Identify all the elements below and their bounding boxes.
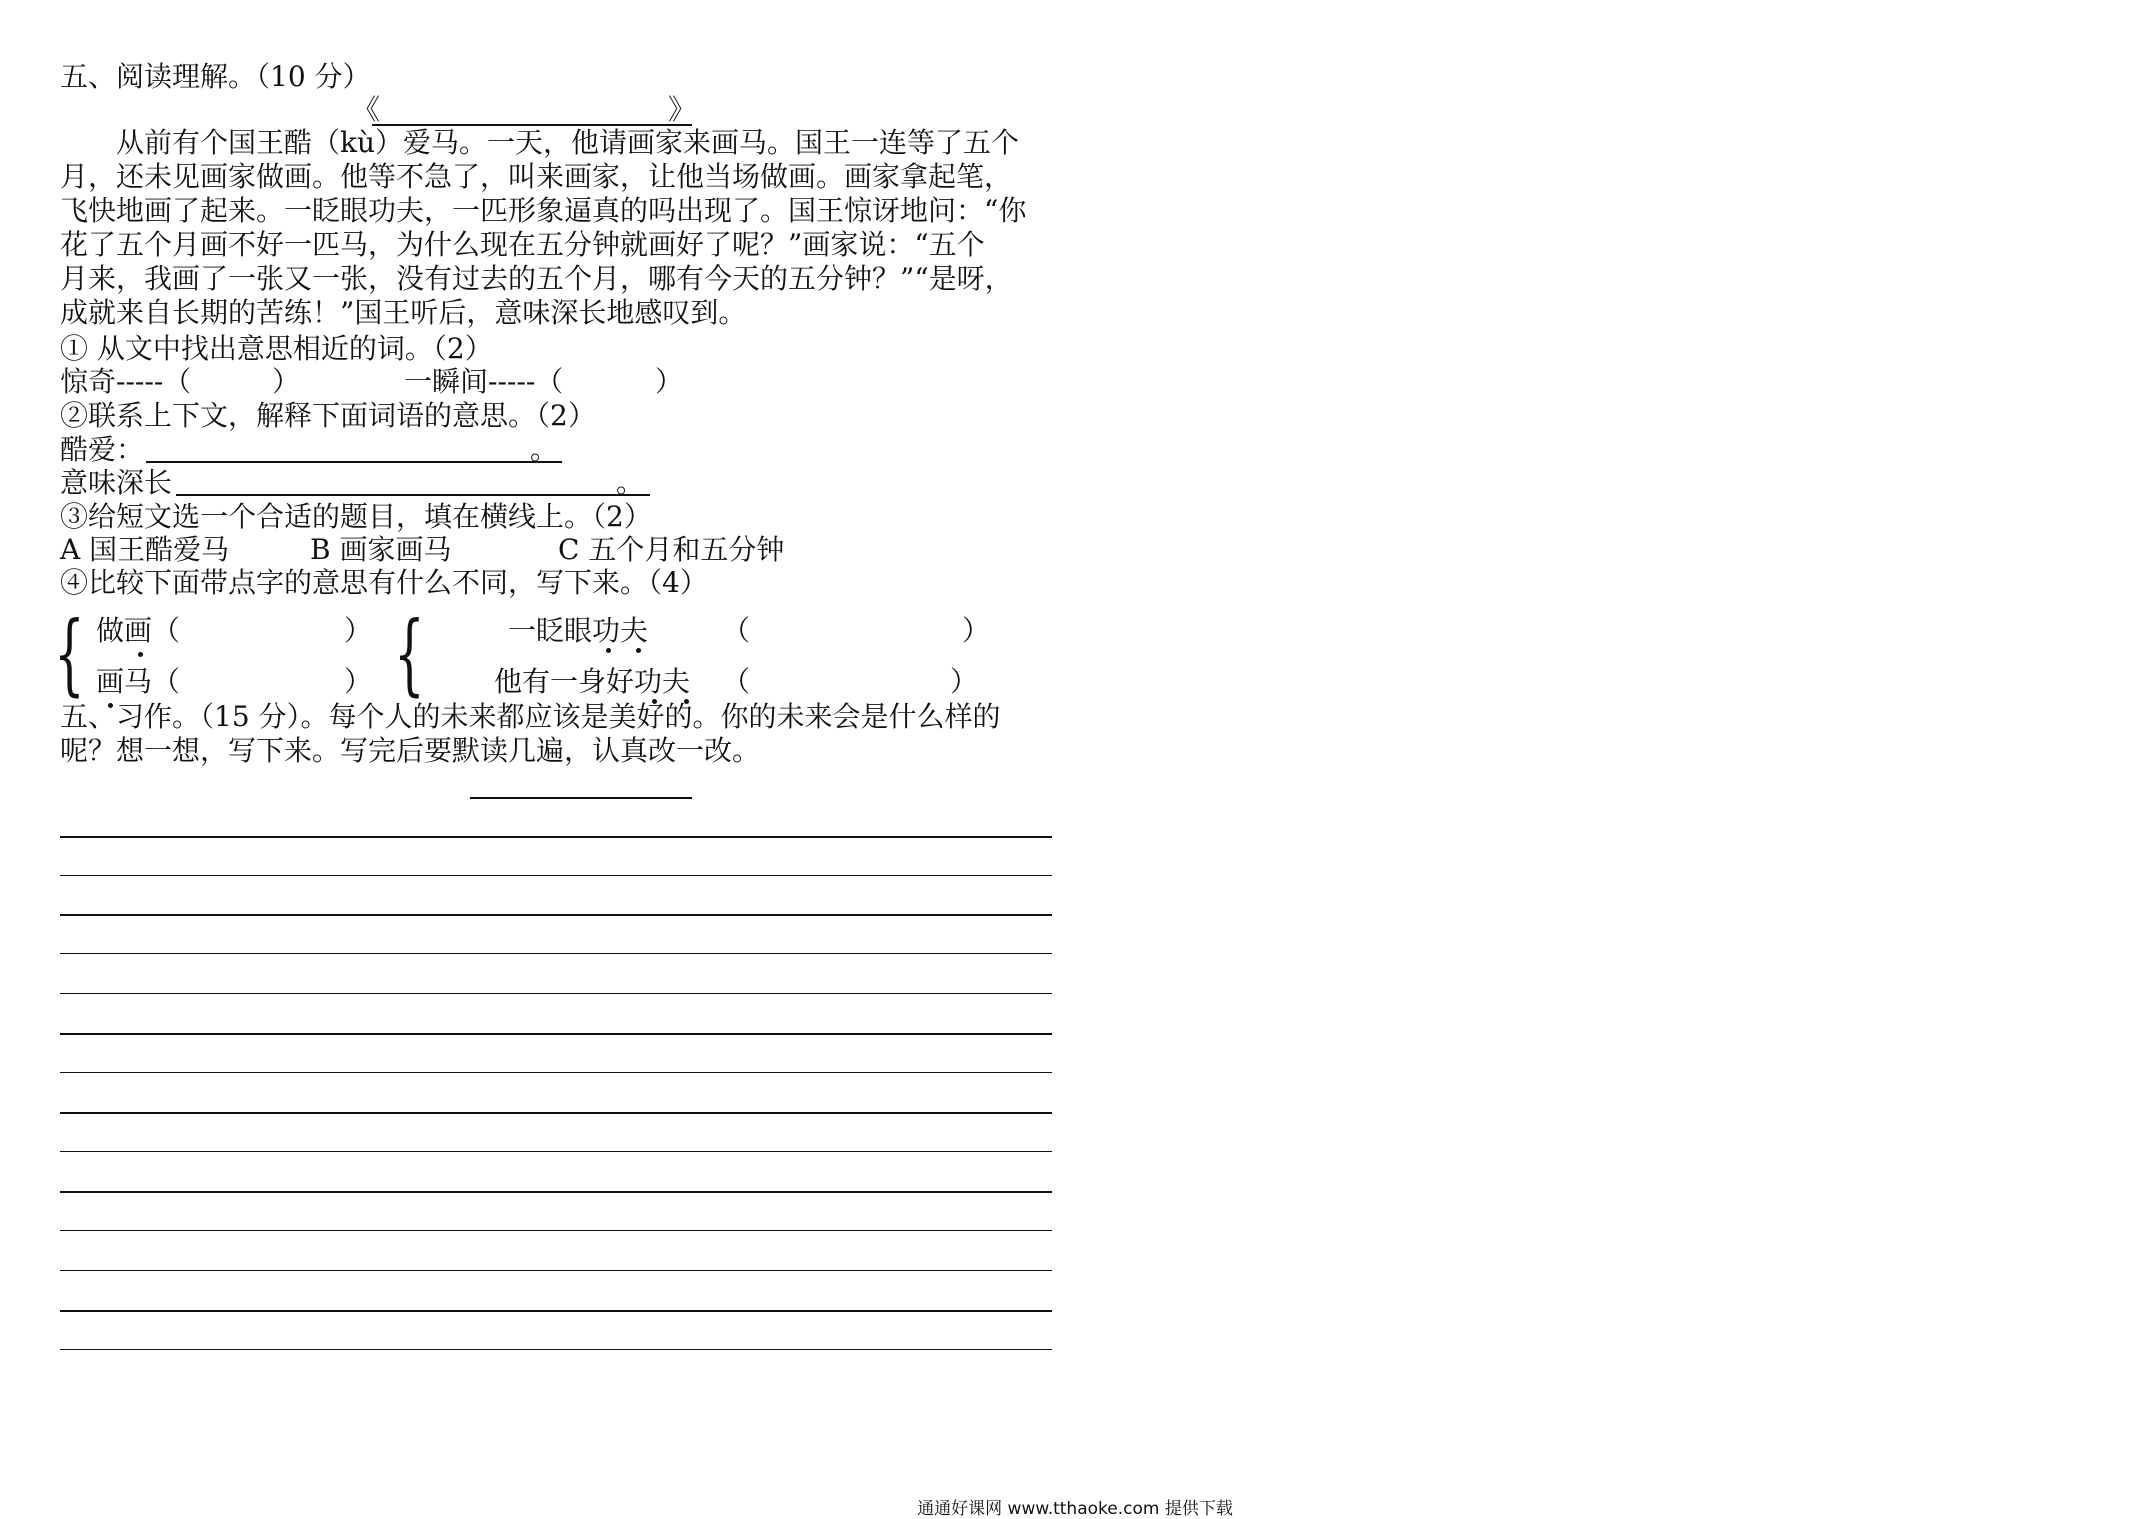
q4-left-top-close: ） bbox=[344, 614, 373, 647]
right-brace: { bbox=[394, 602, 425, 705]
left-brace: { bbox=[54, 602, 85, 705]
q4-right-bottom-close: ） bbox=[950, 665, 979, 698]
q1-item-b-close: ） bbox=[655, 365, 684, 398]
writing-line[interactable] bbox=[60, 1112, 1052, 1114]
q2-answer-line-a[interactable] bbox=[146, 461, 562, 463]
writing-line[interactable] bbox=[60, 953, 1052, 954]
writing-prompt-line-2: 呢？想一想，写下来。写完后要默读几遍，认真改一改。 bbox=[60, 734, 761, 767]
emphasis-dot bbox=[636, 648, 641, 653]
q3-option-a: A 国王酷爱马 bbox=[60, 533, 230, 566]
q4-right-top-open: （ bbox=[722, 614, 751, 647]
writing-prompt-line-1: 五、习作。（15 分）。每个人的未来都应该是美好的。你的未来会是什么样的 bbox=[60, 700, 1001, 733]
writing-title-blank[interactable] bbox=[470, 797, 692, 799]
q2-word-a-end: 。 bbox=[530, 433, 559, 466]
writing-line[interactable] bbox=[60, 836, 1052, 838]
q3-option-b: B 画家画马 bbox=[310, 533, 452, 566]
passage-line: 月来，我画了一张又一张，没有过去的五个月，哪有今天的五分钟？”“是呀， bbox=[60, 262, 1013, 295]
writing-line[interactable] bbox=[60, 1230, 1052, 1231]
passage-line: 花了五个月画不好一匹马，为什么现在五分钟就画好了呢？”画家说：“五个 bbox=[60, 228, 985, 261]
reading-heading: 五、阅读理解。（10 分） bbox=[60, 60, 371, 93]
q3-option-c: C 五个月和五分钟 bbox=[558, 533, 785, 566]
writing-line[interactable] bbox=[60, 1349, 1052, 1350]
footer-source: 通通好课网 www.tthaoke.com 提供下载 bbox=[917, 1499, 1233, 1519]
writing-line[interactable] bbox=[60, 914, 1052, 916]
q4-right-top: 一眨眼功夫 bbox=[508, 614, 649, 647]
writing-line[interactable] bbox=[60, 1151, 1052, 1152]
emphasis-dot bbox=[138, 652, 143, 657]
q4-left-top: 做画（ bbox=[96, 614, 181, 647]
passage bbox=[60, 126, 1050, 330]
q4-left-bottom-close: ） bbox=[344, 665, 373, 698]
q4-right-bottom-open: （ bbox=[722, 665, 751, 698]
writing-line[interactable] bbox=[60, 1033, 1052, 1035]
q4-right-bottom: 他有一身好功夫 bbox=[494, 665, 691, 698]
writing-line[interactable] bbox=[60, 993, 1052, 994]
passage-line: 成就来自长期的苦练！”国王听后，意味深长地感叹到。 bbox=[60, 296, 747, 329]
writing-line[interactable] bbox=[60, 1072, 1052, 1073]
q2-word-b-end: 。 bbox=[616, 466, 645, 499]
q4-prompt: ④比较下面带点字的意思有什么不同，写下来。（4） bbox=[60, 566, 708, 599]
passage-line: 月，还未见画家做画。他等不急了，叫来画家，让他当场做画。画家拿起笔， bbox=[60, 160, 1013, 193]
q4-right-top-close: ） bbox=[962, 614, 991, 647]
emphasis-dot bbox=[606, 648, 611, 653]
q2-word-b: 意味深长 bbox=[60, 466, 173, 499]
writing-line[interactable] bbox=[60, 1191, 1052, 1193]
q1-item-b: 一瞬间-----（ bbox=[404, 365, 564, 398]
q3-prompt: ③给短文选一个合适的题目，填在横线上。（2） bbox=[60, 500, 652, 533]
q2-answer-line-b[interactable] bbox=[176, 494, 650, 496]
writing-line[interactable] bbox=[60, 1270, 1052, 1271]
passage-line: 从前有个国王酷（kù）爱马。一天，他请画家来画马。国王一连等了五个 bbox=[116, 126, 1020, 159]
q1-prompt: ① 从文中找出意思相近的词。（2） bbox=[60, 332, 493, 365]
q2-prompt: ②联系上下文，解释下面词语的意思。（2） bbox=[60, 399, 596, 432]
writing-line[interactable] bbox=[60, 875, 1052, 876]
title-close-mark: 》 bbox=[668, 93, 697, 126]
writing-line[interactable] bbox=[60, 1310, 1052, 1312]
title-open-mark: 《 bbox=[352, 93, 381, 126]
q1-item-a: 惊奇-----（ bbox=[60, 365, 192, 398]
q2-word-a: 酷爱： bbox=[60, 433, 145, 466]
q4-left-bottom: 画马（ bbox=[96, 665, 181, 698]
q1-item-a-close: ） bbox=[272, 365, 301, 398]
passage-line: 飞快地画了起来。一眨眼功夫，一匹形象逼真的吗出现了。国王惊讶地问：“你 bbox=[60, 194, 1027, 227]
